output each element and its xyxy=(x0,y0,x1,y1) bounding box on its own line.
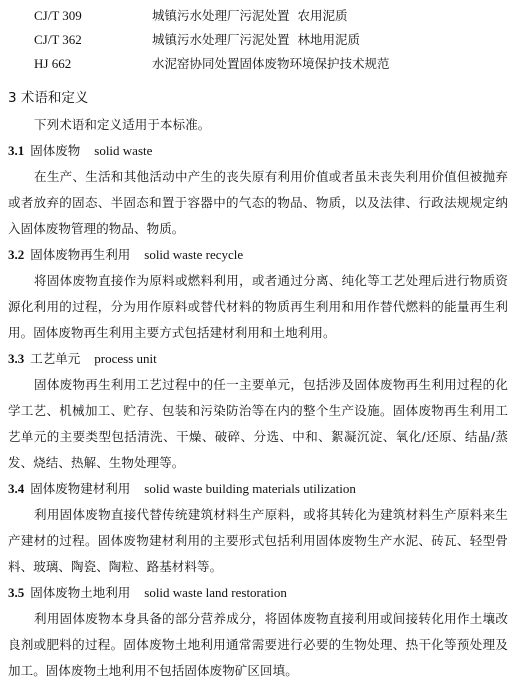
term-english: process unit xyxy=(94,351,157,366)
term-number: 3.2 xyxy=(8,247,25,262)
reference-row xyxy=(8,28,508,52)
section-heading: 3 术语和定义 xyxy=(8,90,89,106)
term-3-4 xyxy=(8,476,508,580)
term-chinese: 固体废物 xyxy=(30,143,81,158)
term-3-3 xyxy=(8,346,508,476)
reference-row xyxy=(8,52,508,76)
term-chinese: 工艺单元 xyxy=(30,351,81,366)
term-heading xyxy=(8,242,508,268)
term-definition: 在生产、生活和其他活动中产生的丧失原有利用价值或者虽未丧失利用价值但被抛弃或者放弃的固态、半固态和置于容器中的气态的物品、物质，以及法律、行政法规规定纳入固体废物管理的物品、物质。 xyxy=(8,169,508,236)
term-chinese: 固体废物土地利用 xyxy=(30,585,131,600)
term-english: solid waste building materials utilization xyxy=(144,481,356,496)
term-heading xyxy=(8,346,508,372)
reference-code: CJ/T 362 xyxy=(34,32,82,47)
term-english: solid waste recycle xyxy=(144,247,244,262)
term-english: solid waste land restoration xyxy=(144,585,287,600)
term-number: 3.5 xyxy=(8,585,25,600)
term-number: 3.3 xyxy=(8,351,25,366)
term-chinese: 固体废物建材利用 xyxy=(30,481,131,496)
term-heading xyxy=(8,138,508,164)
term-definition: 利用固体废物直接代替传统建筑材料生产原料，或将其转化为建筑材料生产原料来生产建材的过程。固体废物建材利用的主要形式包括利用固体废物生产水泥、砖瓦、轻型骨料、玻璃、陶瓷、陶粒、路基材料等。 xyxy=(8,507,508,574)
term-definition: 利用固体废物本身具备的部分营养成分，将固体废物直接利用或间接转化用作土壤改良剂或肥料的过程。固体废物土地利用通常需要进行必要的生物处理、热干化等预处理及加工。固体废物土地利用不包括固体废物矿区回填。 xyxy=(8,611,508,678)
reference-title: 城镇污水处理厂污泥处置 林地用泥质 xyxy=(152,32,361,47)
reference-code: CJ/T 309 xyxy=(34,8,82,23)
reference-title: 城镇污水处理厂污泥处置 农用泥质 xyxy=(152,8,348,23)
term-heading xyxy=(8,476,508,502)
reference-row xyxy=(8,4,508,28)
reference-code: HJ 662 xyxy=(34,56,72,71)
term-definition: 固体废物再生利用工艺过程中的任一主要单元，包括涉及固体废物再生利用过程的化学工艺、机械加工、贮存、包装和污染防治等在内的整个生产设施。固体废物再生利用工艺单元的主要类型包括清洗、干燥、破碎、分选、中和、絮凝沉淀、氧化/还原、结晶/蒸发、烧结、热解、生物处理等。 xyxy=(8,377,508,470)
reference-list xyxy=(8,4,508,76)
term-chinese: 固体废物再生利用 xyxy=(30,247,131,262)
section-intro: 下列术语和定义适用于本标准。 xyxy=(34,117,211,132)
term-3-5 xyxy=(8,580,508,684)
term-3-1 xyxy=(8,138,508,242)
term-3-2 xyxy=(8,242,508,346)
term-heading xyxy=(8,580,508,606)
term-english: solid waste xyxy=(94,143,153,158)
reference-title: 水泥窑协同处置固体废物环境保护技术规范 xyxy=(152,56,390,71)
term-definition: 将固体废物直接作为原料或燃料利用，或者通过分离、纯化等工艺处理后进行物质资源化利用的过程，分为用作原料或替代材料的物质再生利用和用作替代燃料的能量再生利用。固体废物再生利用主要方式包括建材利用和土地利用。 xyxy=(8,273,508,340)
term-number: 3.1 xyxy=(8,143,25,158)
term-number: 3.4 xyxy=(8,481,25,496)
